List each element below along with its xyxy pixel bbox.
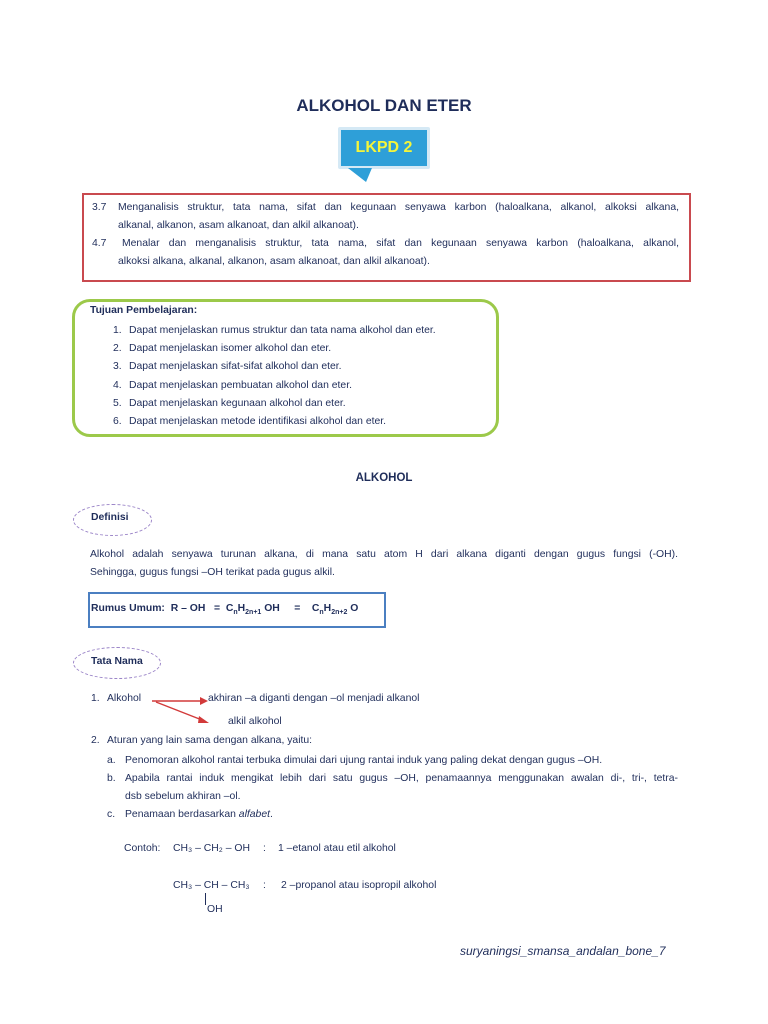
tata-nama-item1-number: 1.	[91, 693, 100, 704]
page-title: ALKOHOL DAN ETER	[296, 96, 472, 115]
tata-nama-label: Tata Nama	[91, 656, 143, 667]
arrow-target-alkanol: akhiran –a diganti dengan –ol menjadi alkanol	[208, 693, 420, 704]
tata-nama-item2-text: Aturan yang lain sama dengan alkana, yaitu:	[107, 735, 313, 746]
tujuan-heading: Tujuan Pembelajaran:	[90, 305, 198, 316]
example1-colon: :	[263, 843, 266, 854]
list-item: 1. Dapat menjelaskan rumus struktur dan tata nama alkohol dan eter.	[113, 325, 436, 336]
kompetensi-line: Menalar dan menganalisis struktur, tata nama, sifat dan kegunaan senyawa karbon (haloalkana, alkanol,	[122, 238, 679, 249]
lkpd-badge	[338, 127, 430, 169]
arrow-target-alkil-alkohol: alkil alkohol	[228, 716, 282, 727]
red-arrows-icon	[150, 692, 212, 726]
definisi-text-line1: Alkohol adalah senyawa turunan alkana, di mana satu atom H dari alkana diganti dengan gugus fungsi (-OH).	[90, 549, 678, 560]
rumus-umum-formula: Rumus Umum: R – OH = $C_nH_{2n+1}$ OH = $C_nH_{2n+2}$ O	[91, 603, 359, 617]
example1-formula: CH₃ – CH₂ – OH	[173, 843, 250, 854]
sub-list-item: b. Apabila rantai induk mengikat lebih dari satu gugus –OH, penamaannya menggunakan awalan di-, tri-, tetra- dsb sebelum akhiran –ol.	[107, 773, 678, 802]
sub-list-item: c. Penamaan berdasarkan alfabet.	[107, 809, 273, 820]
example2-colon: :	[263, 880, 266, 891]
tata-nama-item1-text: Alkohol	[107, 693, 142, 704]
kompetensi-line: alkoksi alkana, alkanal, alkanon, asam alkanoat, dan alkil alkanoat).	[118, 256, 430, 267]
badge-callout-tail	[348, 168, 380, 182]
tujuan-list	[113, 322, 436, 431]
example1-name: 1 –etanol atau etil alkohol	[278, 843, 396, 854]
kompetensi-number: 3.7	[92, 202, 107, 213]
contoh-label: Contoh:	[124, 843, 161, 854]
branch-bond-line	[205, 893, 206, 905]
sub-list-item: a. Penomoran alkohol rantai terbuka dimulai dari ujung rantai induk yang paling dekat dengan gugus –OH.	[107, 755, 603, 766]
kompetensi-number: 4.7	[92, 238, 107, 249]
list-item: 3. Dapat menjelaskan sifat-sifat alkohol dan eter.	[113, 361, 342, 373]
example2-formula: CH₃ – CH – CH₃	[173, 880, 250, 891]
example2-name: 2 –propanol atau isopropil alkohol	[281, 880, 437, 891]
kompetensi-item	[92, 235, 679, 271]
kompetensi-item	[92, 199, 679, 235]
tata-nama-item2-number: 2.	[91, 735, 100, 746]
kompetensi-box	[82, 193, 691, 282]
kompetensi-line: Menganalisis struktur, tata nama, sifat dan kegunaan senyawa karbon (haloalkana, alkanol, alkoksi alkana,	[118, 202, 679, 213]
definisi-text-line2: Sehingga, gugus fungsi –OH terikat pada gugus alkil.	[90, 567, 335, 578]
lkpd-badge-label: LKPD 2	[355, 139, 413, 156]
list-item: 6. Dapat menjelaskan metode identifikasi alkohol dan eter.	[113, 416, 387, 428]
list-item: 2. Dapat menjelaskan isomer alkohol dan eter.	[113, 343, 332, 355]
list-item: 5. Dapat menjelaskan kegunaan alkohol dan eter.	[113, 397, 346, 409]
definisi-label: Definisi	[91, 512, 129, 523]
section-heading-alkohol: ALKOHOL	[355, 472, 413, 484]
page-footer: suryaningsi_smansa_andalan_bone_7	[460, 944, 666, 958]
list-item: 4. Dapat menjelaskan pembuatan alkohol dan eter.	[113, 379, 352, 391]
kompetensi-line: alkanal, alkanon, asam alkanoat, dan alkil alkanoat).	[118, 220, 359, 231]
example2-branch-oh: OH	[207, 904, 223, 915]
